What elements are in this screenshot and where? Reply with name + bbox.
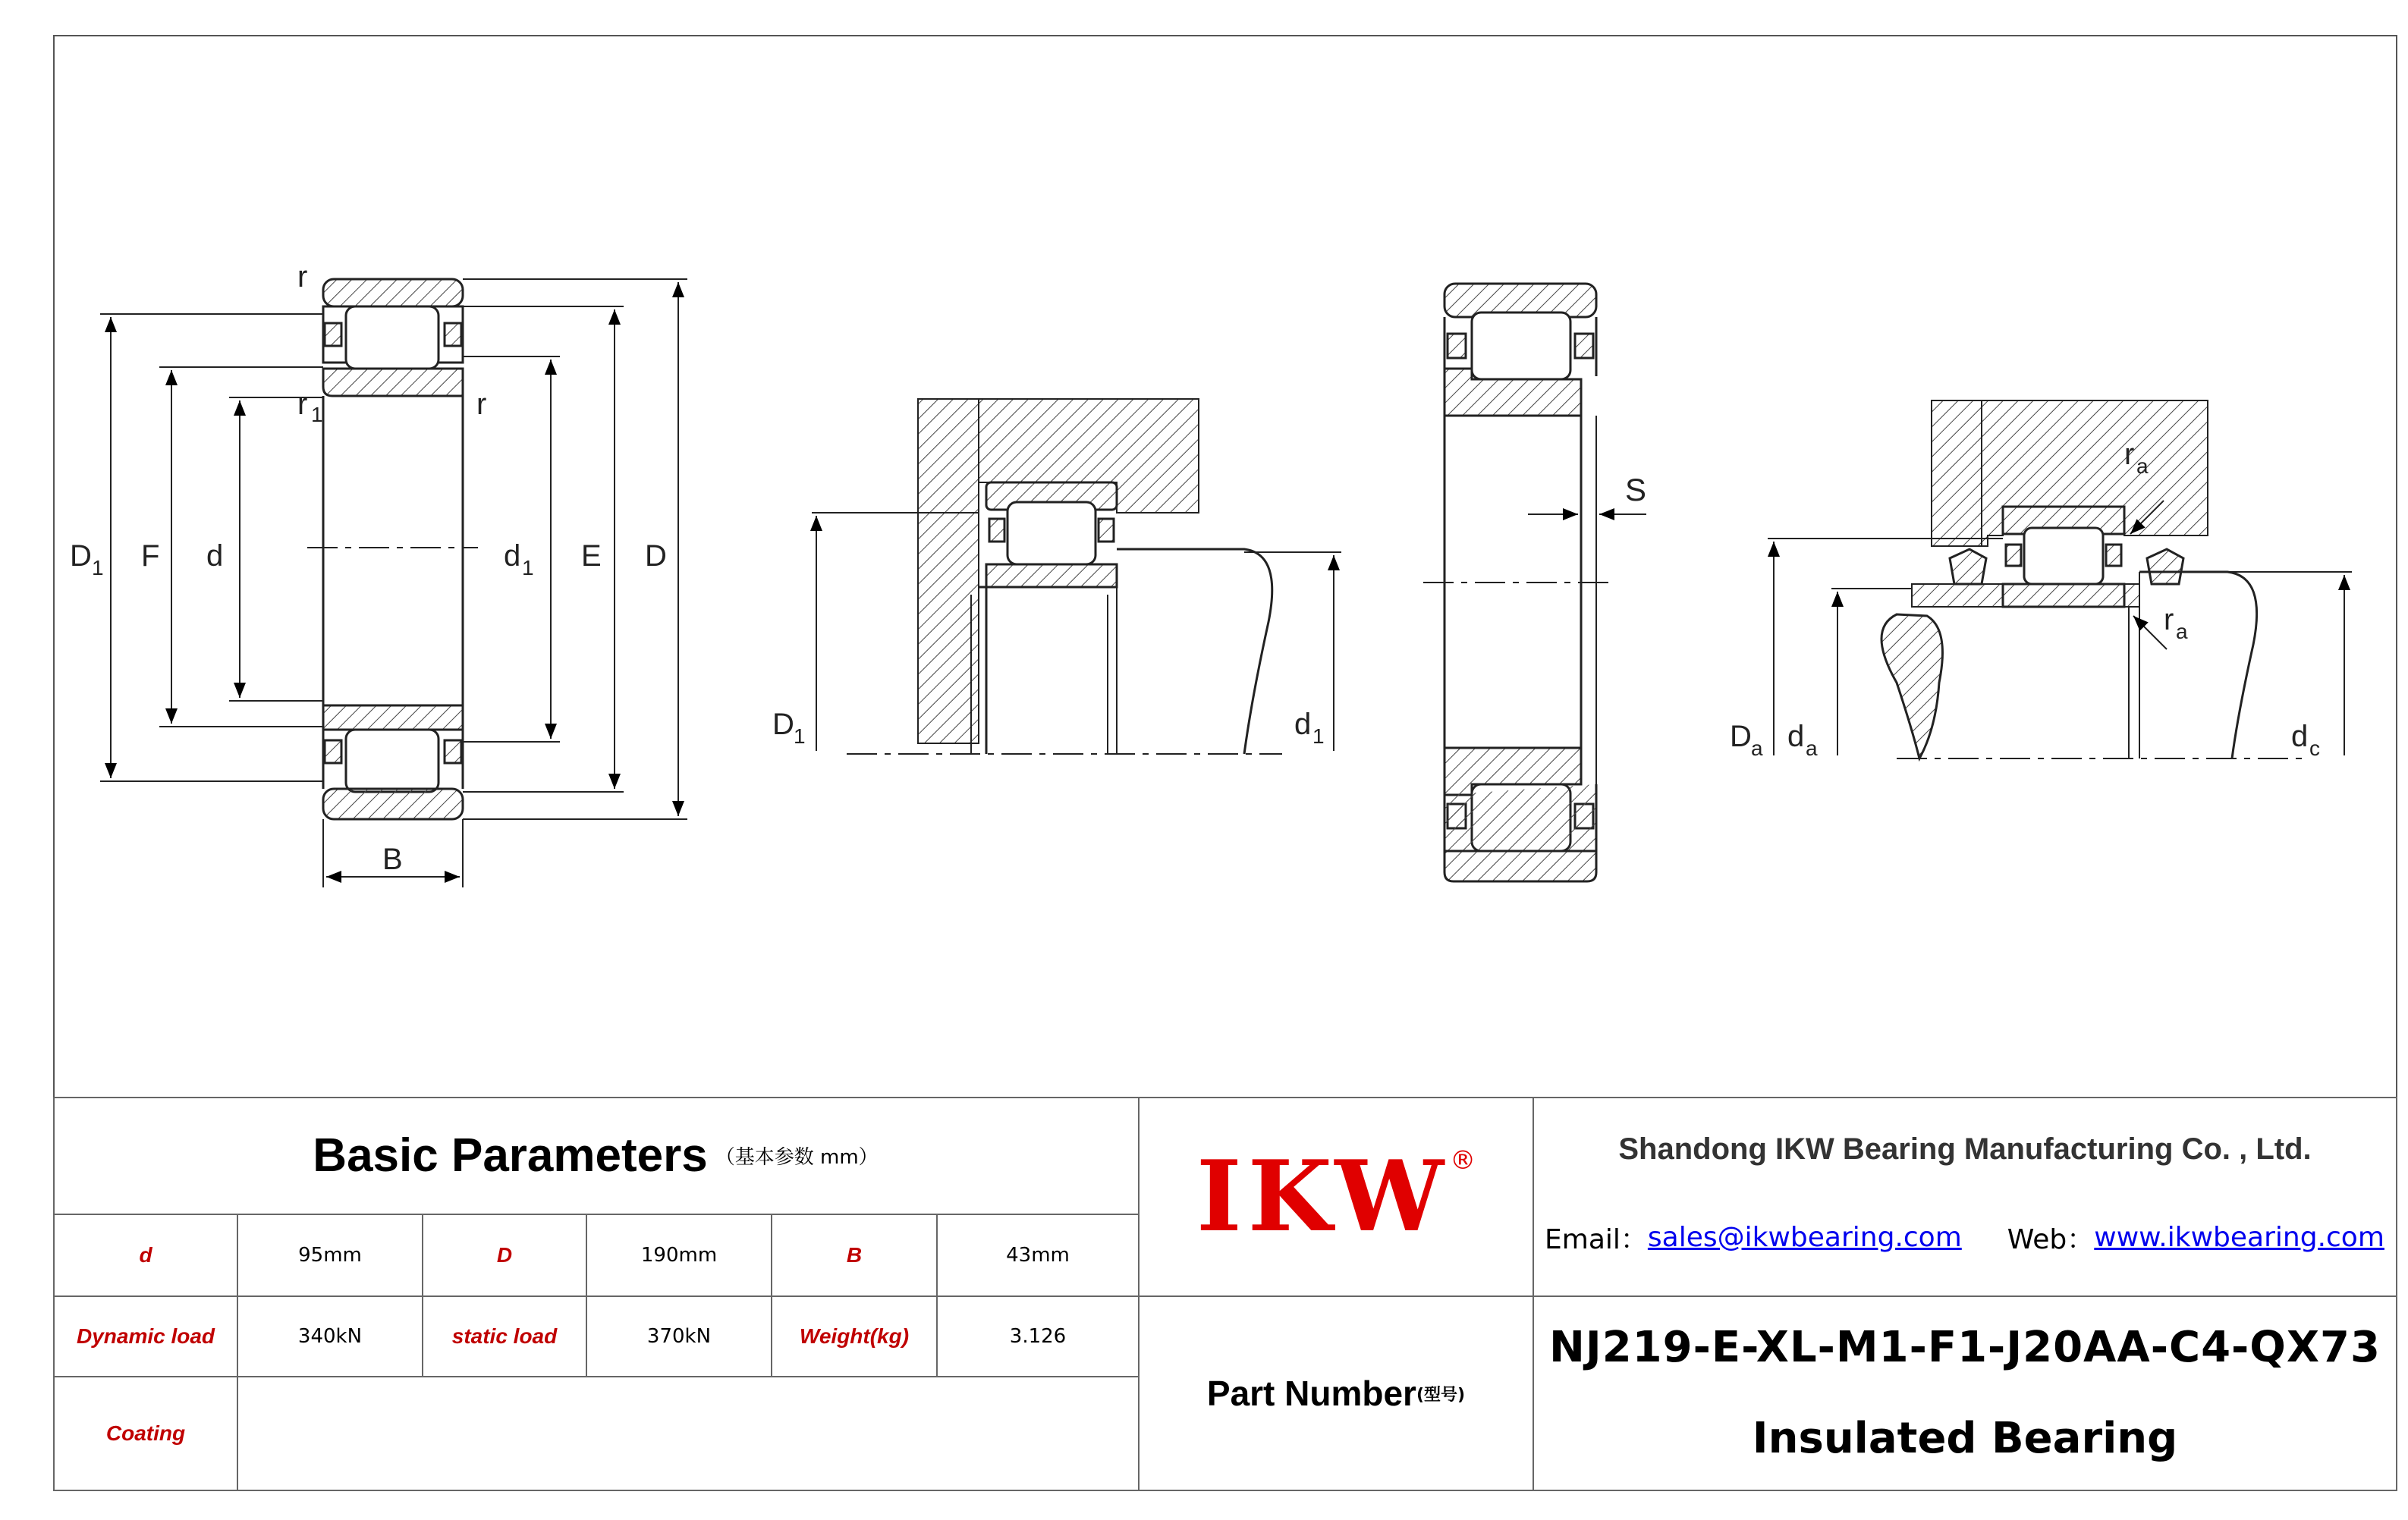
label-dc: d	[2291, 720, 2309, 753]
label-D1-mount: D	[772, 708, 794, 741]
value-weight: 3.126	[1009, 1325, 1067, 1348]
label-E: E	[581, 539, 602, 573]
label-da: d	[1787, 720, 1805, 753]
view-axial-displacement	[1423, 284, 1646, 881]
label-r1-sub: 1	[311, 403, 323, 426]
label-r1: r	[297, 388, 308, 421]
parameter-table	[53, 1097, 2397, 1491]
web-link[interactable]: www.ikwbearing.com	[2094, 1221, 2384, 1253]
label-outer-D: D	[496, 1243, 513, 1267]
value-dynamic-load: 340kN	[297, 1325, 363, 1348]
label-ra-top: r	[2124, 438, 2135, 471]
product-type	[1534, 1400, 2396, 1476]
label-weight: Weight(kg)	[799, 1324, 910, 1348]
view-cross-section	[100, 279, 687, 887]
label-r-inner: r	[476, 388, 487, 421]
value-width-B: 43mm	[1006, 1244, 1070, 1267]
label-d1-sub: 1	[522, 556, 534, 579]
label-B: B	[382, 843, 403, 876]
part-number-value	[1534, 1309, 2396, 1385]
view-axial-displacement-labels	[1625, 472, 1646, 507]
web-label: Web：	[2007, 1223, 2095, 1255]
value-static-load: 370kN	[646, 1325, 712, 1348]
label-S: S	[1625, 472, 1647, 507]
label-d1-mount: d	[1294, 708, 1312, 741]
label-D1: D	[70, 539, 92, 573]
label-ra-bottom-sub: a	[2176, 620, 2188, 643]
label-D1-sub: 1	[92, 556, 104, 579]
label-bore-d: d	[139, 1243, 152, 1267]
label-static-load: static load	[451, 1324, 558, 1348]
label-d1-mount-sub: 1	[1312, 724, 1325, 748]
table-title-main: Basic Parameters	[313, 1129, 708, 1182]
label-D1-mount-sub: 1	[794, 724, 806, 748]
view-housing-mount	[812, 399, 1341, 754]
label-da-sub: a	[1806, 736, 1818, 760]
registered-mark: ®	[1450, 1145, 1476, 1176]
logo-text: IKW	[1196, 1140, 1451, 1254]
label-dynamic-load: Dynamic load	[76, 1324, 215, 1348]
part-number-text: NJ219-E-XL-M1-F1-J20AA-C4-QX73	[1549, 1322, 2381, 1372]
value-coating	[238, 1377, 1138, 1490]
part-number-label-sub: (型号)	[1416, 1385, 1466, 1405]
brand-logo	[1140, 1098, 1533, 1295]
email-label: Email：	[1545, 1223, 1648, 1255]
value-bore-d: 95mm	[298, 1244, 362, 1267]
label-ra-bottom: r	[2164, 603, 2174, 636]
label-r-top: r	[297, 260, 308, 294]
label-D: D	[645, 539, 667, 573]
label-d: d	[206, 539, 224, 573]
part-number-label-cell	[1140, 1297, 1533, 1490]
label-coating: Coating	[105, 1421, 186, 1445]
product-type-text: Insulated Bearing	[1752, 1413, 2178, 1463]
label-width-B: B	[846, 1243, 863, 1267]
label-ra-top-sub: a	[2136, 454, 2149, 478]
view-shaft-abutment	[1768, 400, 2352, 758]
label-d1: d	[504, 539, 521, 573]
label-dc-sub: c	[2309, 736, 2320, 760]
value-outer-D: 190mm	[640, 1244, 718, 1267]
label-Da: D	[1730, 720, 1752, 753]
view-housing-mount-labels	[772, 708, 1325, 748]
table-title-unit: （基本参数 mm）	[715, 1145, 879, 1169]
label-Da-sub: a	[1751, 736, 1763, 760]
label-F: F	[141, 539, 160, 573]
table-title	[53, 1097, 1138, 1214]
company-name	[1534, 1112, 2396, 1186]
part-number-label: Part Number	[1206, 1374, 1416, 1413]
email-link[interactable]: sales@ikwbearing.com	[1647, 1221, 1962, 1253]
contact-line	[1534, 1195, 2396, 1279]
company-name-text: Shandong IKW Bearing Manufacturing Co. , Ltd.	[1618, 1132, 2312, 1166]
